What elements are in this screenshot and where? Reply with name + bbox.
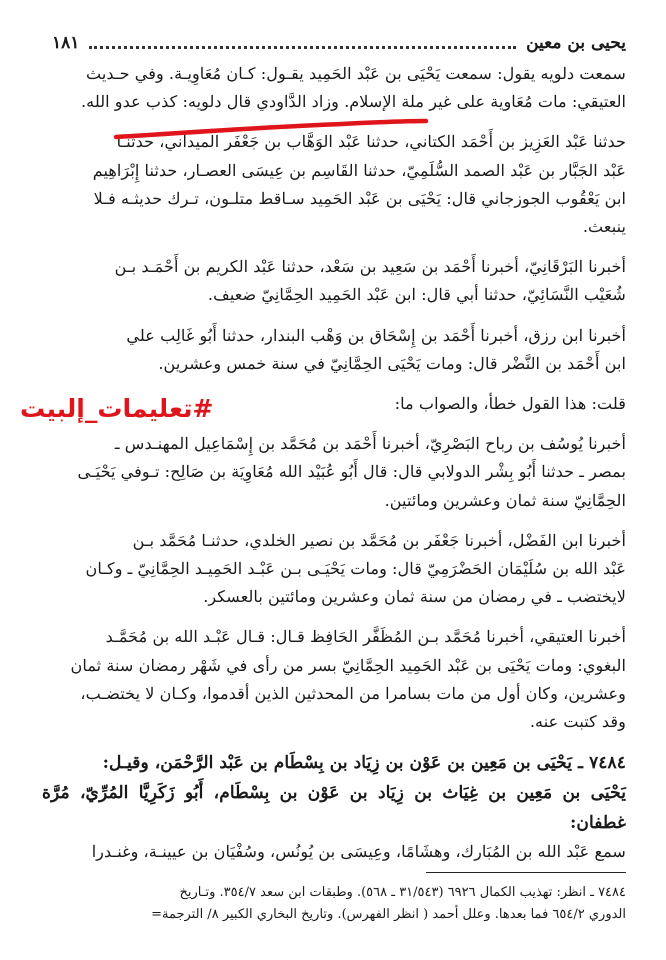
footnote xyxy=(42,882,626,926)
paragraph-3 xyxy=(42,253,626,309)
text-line: أخبرنا ابن الفَضْل، أخبرنا جَعْفَر بن مُحَمَّد بن نصير الخلدي، حدثنـا مُحَمَّد بـن xyxy=(132,530,626,550)
entry-heading-line: ٧٤٨٤ ـ يَحْيَى بن مَعِين بن عَوْن بن زِيَاد بن بِسْطَام بن عَبْد الرَّحْمَن، وقيـل: xyxy=(102,753,626,774)
paragraph-7 xyxy=(42,527,626,612)
page-number: ١٨١ xyxy=(52,33,80,53)
text-line: حدثنا عَبْد العَزِيز بن أَحْمَد الكتاني، حدثنا عَبْد الوَهَّاب بن جَعْفَر الميداني، حدثنـا xyxy=(116,132,626,152)
running-title: يحيى بن معين xyxy=(526,33,626,53)
watermark-hashtag: #تعليمات_إلبيت xyxy=(20,394,214,423)
footnote-line: الدوري ٦٥٤/٢ فما بعدها. وعلل أحمد ( انظر الفهرس). وتاريخ البخاري الكبير ٨/ الترجمة= xyxy=(151,907,626,922)
text-line: لايختضب ـ في رمضان من سنة ثمان وعشرين ومائتين بالعسكر. xyxy=(203,587,626,607)
text-line: وعشرين، وكان أول من مات بسامرا من المحدثين الذين أقدموا، وكـان لا يختضـب، xyxy=(80,683,626,703)
header-dotted-leader xyxy=(89,46,516,49)
text-line: ابن أَحْمَد بن النَّضْر قال: ومات يَحْيَى الحِمَّانِيّ في سنة خمس وعشرين. xyxy=(158,353,626,373)
text-line: عَبْد الله بن سُلَيْمَان الحَضْرَمِيّ قال: ومات يَحْيَـى بـن عَبْـد الحَمِيـد الحِمَّانِيّ ـ وكـان xyxy=(85,559,626,579)
text-line: عَبْد الجَبَّار بن عَبْد الصمد السُّلَمِيّ، حدثنا القَاسِم بن عِيسَى العصـار، حدثنا إِبْرَاهِيم xyxy=(92,160,626,180)
text-line: ينبعث. xyxy=(582,217,626,237)
biography-entry xyxy=(42,748,626,866)
text-line: العتيقي: مات مُعَاوية على غير ملة الإسلام. وزاد الدَّاودي قال دلويه: كذب عدو الله. xyxy=(81,92,626,112)
text-line: شُعَيْب النَّسَائِيّ، حدثنا أبي قال: ابن عَبْد الحَمِيد الحِمَّانِيّ ضعيف. xyxy=(207,285,626,305)
text-line: بمصر ـ حدثنا أَبُو بِشْر الدولابي قال: قال أَبُو عُبَيْد الله مُعَاوِيَة بن صَالِح: تـوفي يَحْيَـى xyxy=(77,462,626,482)
text-line: أخبرنا البَرْقَانِيّ، أخبرنا أَحْمَد بن سَعِيد بن سَعْد، حدثنا عَبْد الكريم بن أَحْمَـد بـن xyxy=(114,257,626,277)
text-line: قلت: هذا القول خطأ، والصواب ما: xyxy=(394,394,626,414)
page-body xyxy=(42,60,626,878)
paragraph-8 xyxy=(42,623,626,736)
entry-heading-line: يَحْيَى بن مَعِين بن غِيَاث بن زِيَاد بن عَوْن بن بِسْطَام، أَبُو زَكَرِيَّا المُرِّيّ، مُرَّة غطفان: xyxy=(42,783,626,834)
footnote-line: ٧٤٨٤ ـ انظر: تهذيب الكمال ٦٩٢٦ (٣١/٥٤٣ ـ ٥٦٨). وطبقات ابن سعد ٣٥٤/٧. وتـاريخ xyxy=(179,885,626,900)
text-line: سمع عَبْد الله بن المُبَارك، وهشَامًا، وعِيسَى بن يُونُس، وسُفْيَان بن عيينـة، وغنـدرا xyxy=(91,842,626,862)
text-line: أخبرنا العتيقي، أخبرنا مُحَمَّد بـن المُظَفَّر الحَافِظ قـال: قـال عَبْـد الله بن مُحَمَّـد xyxy=(105,627,626,647)
text-line: الحِمَّانِيّ سنة ثمان وعشرين ومائتين. xyxy=(384,490,626,510)
paragraph-6 xyxy=(42,430,626,515)
text-line: سمعت دلويه يقول: سمعت يَحْيَى بن عَبْد الحَمِيد يقـول: كـان مُعَاوِيـة. وفي حـديث xyxy=(85,64,626,83)
paragraph-2 xyxy=(42,128,626,241)
paragraph-4 xyxy=(42,322,626,378)
footnote-divider xyxy=(426,872,626,873)
text-line: أخبرنا ابن رزق، أخبرنا أَحْمَد بن إِسْحَاق بن وَهْب البندار، حدثنا أَبُو غَالِب علي xyxy=(126,325,626,345)
paragraph-1 xyxy=(42,60,626,116)
text-line: ابن يَعْقُوب الجوزجاني قال: يَحْيَى بن عَبْد الحَمِيد سـاقط متلـون، تـرك حديثـه فـلا xyxy=(93,188,626,208)
text-line: أخبرنا يُوسُف بن رباح البَصْرِيّ، أخبرنا أَحْمَد بن مُحَمَّد بن إِسْمَاعِيل المهنـدس ـ xyxy=(114,434,626,454)
text-line: البغوي: ومات يَحْيَى بن عَبْد الحَمِيد الحِمَّانِيّ بسر من رأى في شَهْر رمضان سنة ثمان xyxy=(70,655,626,675)
page-header xyxy=(52,28,626,58)
text-line: وقد كتبت عنه. xyxy=(529,712,626,732)
